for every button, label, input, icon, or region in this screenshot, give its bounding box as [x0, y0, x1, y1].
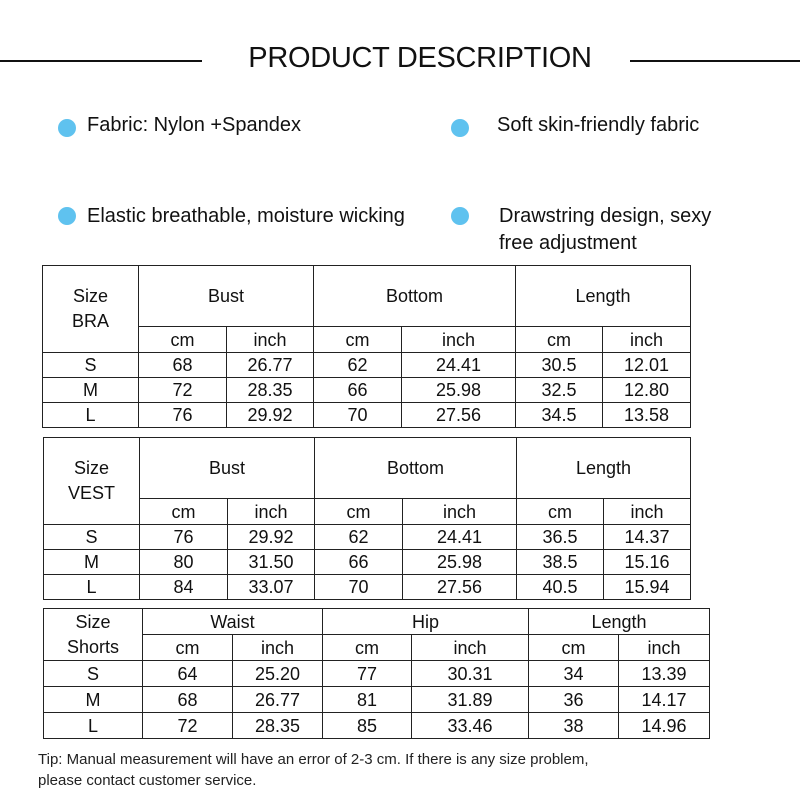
size-label-cell — [44, 438, 140, 525]
value-cell: 27.56 — [402, 403, 516, 428]
value-cell: 70 — [314, 403, 402, 428]
table-row — [44, 661, 710, 687]
bullet-dot-icon — [451, 207, 469, 225]
value-cell: 29.92 — [228, 525, 315, 550]
value-cell: 14.17 — [619, 687, 710, 713]
unit-header: cm — [517, 499, 604, 525]
value-cell: 25.98 — [402, 378, 516, 403]
value-cell: 13.39 — [619, 661, 710, 687]
size-cell: M — [44, 550, 140, 575]
value-cell: 30.31 — [412, 661, 529, 687]
value-cell: 64 — [143, 661, 233, 687]
bullet-dot-icon — [58, 207, 76, 225]
size-label: Size — [72, 286, 108, 306]
unit-header: cm — [315, 499, 403, 525]
value-cell: 76 — [140, 525, 228, 550]
value-cell: 80 — [140, 550, 228, 575]
table-row — [44, 550, 691, 575]
bullet-dot-icon — [58, 119, 76, 137]
size-label: Size — [75, 611, 111, 632]
value-cell: 66 — [314, 378, 402, 403]
feature-soft: Soft skin-friendly fabric — [497, 114, 700, 136]
value-cell: 36.5 — [517, 525, 604, 550]
feature-drawstring-line2: free adjustment — [499, 232, 637, 254]
vest-size-table — [43, 437, 691, 600]
value-cell: 30.5 — [516, 353, 603, 378]
tip-line1: Tip: Manual measurement will have an error of 2-3 cm. If there is any size problem, — [38, 751, 589, 768]
value-cell: 29.92 — [227, 403, 314, 428]
value-cell: 76 — [139, 403, 227, 428]
size-cell: M — [44, 687, 143, 713]
value-cell: 24.41 — [403, 525, 517, 550]
unit-header: cm — [314, 327, 402, 353]
value-cell: 68 — [143, 687, 233, 713]
value-cell: 14.37 — [604, 525, 691, 550]
value-cell: 27.56 — [403, 575, 517, 600]
shorts-size-table — [43, 608, 710, 739]
value-cell: 81 — [323, 687, 412, 713]
column-header-hip: Hip — [323, 609, 529, 635]
table-row — [44, 525, 691, 550]
column-header-length: Length — [516, 266, 691, 327]
size-cell: L — [44, 713, 143, 739]
value-cell: 34.5 — [516, 403, 603, 428]
unit-header: cm — [139, 327, 227, 353]
value-cell: 68 — [139, 353, 227, 378]
header-rule-right — [630, 60, 800, 62]
unit-header: inch — [412, 635, 529, 661]
table-row — [43, 353, 691, 378]
value-cell: 13.58 — [603, 403, 691, 428]
size-label-cell — [44, 609, 143, 661]
unit-header: inch — [604, 499, 691, 525]
table-row — [43, 403, 691, 428]
value-cell: 38 — [529, 713, 619, 739]
size-cell: S — [43, 353, 139, 378]
table-row — [44, 575, 691, 600]
bullet-dot-icon — [451, 119, 469, 137]
size-label: Size — [73, 458, 109, 478]
value-cell: 66 — [315, 550, 403, 575]
size-cell: S — [44, 525, 140, 550]
column-header-bottom: Bottom — [315, 438, 517, 499]
value-cell: 33.07 — [228, 575, 315, 600]
value-cell: 34 — [529, 661, 619, 687]
value-cell: 38.5 — [517, 550, 604, 575]
value-cell: 12.80 — [603, 378, 691, 403]
unit-header: inch — [233, 635, 323, 661]
value-cell: 72 — [143, 713, 233, 739]
value-cell: 28.35 — [227, 378, 314, 403]
measurement-tip — [38, 749, 589, 791]
garment-label: BRA — [71, 311, 109, 331]
unit-header: inch — [403, 499, 517, 525]
value-cell: 25.98 — [403, 550, 517, 575]
value-cell: 32.5 — [516, 378, 603, 403]
feature-elastic: Elastic breathable, moisture wicking — [87, 205, 405, 227]
value-cell: 31.89 — [412, 687, 529, 713]
value-cell: 24.41 — [402, 353, 516, 378]
unit-header: cm — [529, 635, 619, 661]
unit-header: inch — [619, 635, 710, 661]
column-header-length: Length — [529, 609, 710, 635]
value-cell: 31.50 — [228, 550, 315, 575]
unit-header: inch — [603, 327, 691, 353]
value-cell: 15.94 — [604, 575, 691, 600]
feature-drawstring — [499, 203, 711, 257]
table-row — [44, 687, 710, 713]
unit-header: inch — [228, 499, 315, 525]
value-cell: 85 — [323, 713, 412, 739]
column-header-waist: Waist — [143, 609, 323, 635]
bra-size-table — [42, 265, 691, 428]
size-cell: L — [44, 575, 140, 600]
value-cell: 26.77 — [233, 687, 323, 713]
value-cell: 40.5 — [517, 575, 604, 600]
value-cell: 77 — [323, 661, 412, 687]
column-header-bottom: Bottom — [314, 266, 516, 327]
table-row — [43, 378, 691, 403]
unit-header: inch — [402, 327, 516, 353]
value-cell: 62 — [315, 525, 403, 550]
feature-fabric: Fabric: Nylon +Spandex — [87, 114, 302, 136]
value-cell: 28.35 — [233, 713, 323, 739]
value-cell: 72 — [139, 378, 227, 403]
value-cell: 14.96 — [619, 713, 710, 739]
value-cell: 25.20 — [233, 661, 323, 687]
value-cell: 15.16 — [604, 550, 691, 575]
value-cell: 84 — [140, 575, 228, 600]
size-cell: L — [43, 403, 139, 428]
value-cell: 33.46 — [412, 713, 529, 739]
value-cell: 12.01 — [603, 353, 691, 378]
value-cell: 62 — [314, 353, 402, 378]
unit-header: cm — [140, 499, 228, 525]
tip-line2: please contact customer service. — [38, 772, 257, 789]
unit-header: inch — [227, 327, 314, 353]
unit-header: cm — [323, 635, 412, 661]
page-title: PRODUCT DESCRIPTION — [248, 42, 592, 74]
column-header-length: Length — [517, 438, 691, 499]
garment-label: Shorts — [66, 636, 120, 657]
column-header-bust: Bust — [139, 266, 314, 327]
value-cell: 70 — [315, 575, 403, 600]
feature-drawstring-line1: Drawstring design, sexy — [499, 205, 712, 227]
column-header-bust: Bust — [140, 438, 315, 499]
size-label-cell — [43, 266, 139, 353]
value-cell: 36 — [529, 687, 619, 713]
garment-label: VEST — [67, 483, 115, 503]
size-cell: S — [44, 661, 143, 687]
value-cell: 26.77 — [227, 353, 314, 378]
size-cell: M — [43, 378, 139, 403]
unit-header: cm — [143, 635, 233, 661]
table-row — [44, 713, 710, 739]
unit-header: cm — [516, 327, 603, 353]
